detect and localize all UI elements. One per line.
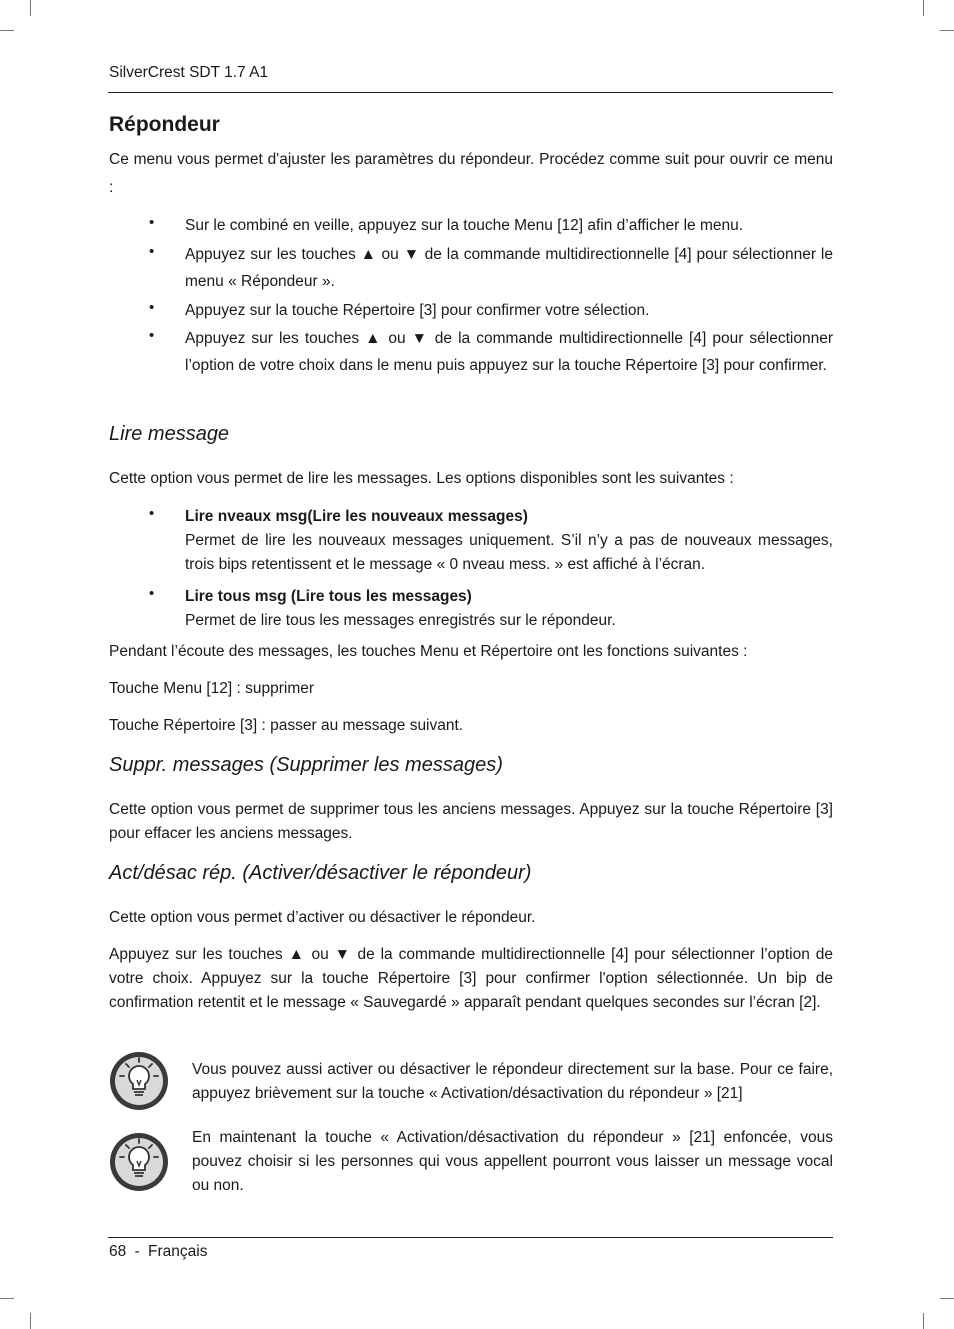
page-footer	[109, 1243, 207, 1261]
crop-mark	[923, 1313, 924, 1329]
option-label: Lire nveaux msg(Lire les nouveaux messages)	[185, 508, 528, 525]
crop-mark	[940, 30, 954, 31]
crop-mark	[940, 1298, 954, 1299]
subsection-title: Act/désac rép. (Activer/désactiver le répondeur)	[109, 862, 532, 884]
option-label: Lire tous msg (Lire tous les messages)	[185, 588, 472, 605]
tip-text: En maintenant la touche « Activation/désactivation du répondeur » [21] enfoncée, vous pouvez choisir si les personnes qui vous appellent pourront vous laisser un message vocal ou non.	[192, 1129, 833, 1194]
bullet: •	[149, 243, 155, 260]
crop-mark	[0, 30, 14, 31]
list-item: Appuyez sur la touche Répertoire [3] pour confirmer votre sélection.	[185, 302, 650, 319]
subsection-title: Suppr. messages (Supprimer les messages)	[109, 754, 503, 776]
bullet: •	[149, 214, 155, 231]
crop-mark	[30, 1313, 31, 1329]
bullet: •	[149, 585, 155, 602]
paragraph: Touche Menu [12] : supprimer	[109, 680, 315, 697]
bullet: •	[149, 299, 155, 316]
list-item: Appuyez sur les touches ▲ ou ▼ de la commande multidirectionnelle [4] pour sélectionner le menu « Répondeur ».	[185, 246, 833, 290]
paragraph: Cette option vous permet d’activer ou désactiver le répondeur.	[109, 909, 536, 926]
option-desc: Permet de lire tous les messages enregistrés sur le répondeur.	[185, 612, 616, 629]
running-header: SilverCrest SDT 1.7 A1	[109, 64, 269, 81]
section-title: Répondeur	[109, 113, 220, 136]
lightbulb-icon	[108, 1131, 170, 1193]
list-item: Appuyez sur les touches ▲ ou ▼ de la commande multidirectionnelle [4] pour sélectionner l’option de votre choix dans le menu puis appuyez sur la touche Répertoire [3] pour confirmer.	[185, 330, 833, 374]
lightbulb-icon	[108, 1050, 170, 1112]
subsection-title: Lire message	[109, 423, 230, 445]
list-item: Sur le combiné en veille, appuyez sur la touche Menu [12] afin d’afficher le menu.	[185, 217, 744, 234]
footer-rule	[108, 1237, 833, 1238]
footer-language: Français	[148, 1243, 208, 1260]
option-item	[185, 585, 833, 633]
option-item	[185, 505, 833, 577]
option-desc: Permet de lire les nouveaux messages uniquement. S’il n’y a pas de nouveaux messages, trois bips retentissent et le message « 0 nveau mess. » est affiché à l’écran.	[185, 532, 833, 573]
tip-text: Vous pouvez aussi activer ou désactiver le répondeur directement sur la base. Pour ce faire, appuyez brièvement sur la touche « Activation/désactivation du répondeur » [21]	[192, 1061, 833, 1102]
bullet: •	[149, 505, 155, 522]
bullet: •	[149, 327, 155, 344]
crop-mark	[923, 0, 924, 16]
page-number: 68	[109, 1243, 127, 1260]
crop-mark	[30, 0, 31, 16]
paragraph: Pendant l’écoute des messages, les touches Menu et Répertoire ont les fonctions suivantes :	[109, 643, 748, 660]
footer-separator: -	[134, 1243, 140, 1260]
paragraph: Appuyez sur les touches ▲ ou ▼ de la commande multidirectionnelle [4] pour sélectionner l’option de votre choix. Appuyez sur la touche Répertoire [3] pour confirmer l'option sélectionnée. Un bip de confirmation retentit et le message « Sauvegardé » apparaît pendant quelques secondes sur l’écran [2].	[109, 946, 833, 1011]
section-intro: Ce menu vous permet d'ajuster les paramètres du répondeur. Procédez comme suit pour ouvrir ce menu :	[109, 151, 833, 196]
paragraph: Cette option vous permet de supprimer tous les anciens messages. Appuyez sur la touche Répertoire [3] pour effacer les anciens messages.	[109, 801, 833, 842]
paragraph: Cette option vous permet de lire les messages. Les options disponibles sont les suivantes :	[109, 470, 734, 487]
crop-mark	[0, 1298, 14, 1299]
header-rule	[108, 92, 833, 93]
paragraph: Touche Répertoire [3] : passer au message suivant.	[109, 717, 464, 734]
